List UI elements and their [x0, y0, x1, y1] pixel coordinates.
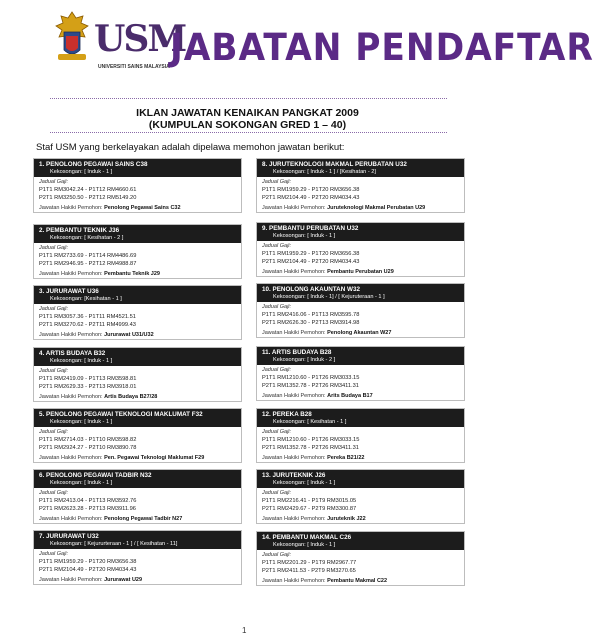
job-card-body	[257, 302, 464, 337]
salary-table-label: Jadual Gaji:	[262, 367, 292, 373]
salary-table-label: Jadual Gaji:	[39, 490, 69, 496]
salary-p1: P1T1 RM3042.24 - P1T12 RM4660.61	[39, 187, 137, 193]
job-title: 10. PENOLONG AKAUNTAN W32	[262, 286, 360, 293]
substantive-post-value: Pembantu Perubatan U29	[327, 269, 394, 275]
substantive-post-label: Jawatan Hakiki Pemohon:	[39, 271, 103, 277]
job-vacancy: Kekosongan: [ Kesihatan - 1 ]	[273, 418, 347, 425]
salary-table-label: Jadual Gaji:	[262, 304, 292, 310]
job-card-body	[34, 177, 241, 212]
job-card-body	[257, 177, 464, 212]
salary-p2: P2T1 RM2429.67 - P2T9 RM3300.87	[262, 506, 357, 512]
divider-top	[50, 98, 447, 99]
salary-table-label: Jadual Gaji:	[39, 306, 69, 312]
job-vacancy: Kekosongan: [ Induk - 1 ] / [Kesihatan - 2]	[273, 168, 376, 175]
substantive-post	[262, 393, 459, 400]
job-card	[33, 224, 242, 279]
substantive-post-label: Jawatan Hakiki Pemohon:	[39, 332, 103, 338]
substantive-post-label: Jawatan Hakiki Pemohon:	[39, 577, 103, 583]
substantive-post	[39, 455, 236, 462]
job-card	[33, 530, 242, 585]
job-card-header	[257, 159, 464, 177]
substantive-post	[262, 330, 459, 337]
job-vacancy: Kekosongan: [ Induk - 1 ]	[50, 418, 113, 425]
page-header	[0, 0, 594, 100]
substantive-post-value: Juruteknik J22	[327, 516, 366, 522]
job-vacancy: Kekosongan: [ Induk - 1 ]	[50, 479, 113, 486]
salary-p2: P2T1 RM2623.28 - P2T13 RM3911.96	[39, 506, 136, 512]
salary-p2: P2T1 RM2104.49 - P2T20 RM4034.43	[262, 259, 360, 265]
job-card-header	[34, 348, 241, 366]
job-title: 3. JURURAWAT U36	[39, 288, 99, 295]
job-vacancy: Kekosongan: [ Induk - 1 ]	[273, 479, 336, 486]
job-card-body	[34, 366, 241, 401]
substantive-post-value: Jururawat U29	[104, 577, 143, 583]
salary-table-label: Jadual Gaji:	[39, 551, 69, 557]
substantive-post-label: Jawatan Hakiki Pemohon:	[262, 330, 326, 336]
substantive-post-value: Penolong Pegawai Tadbir N27	[104, 516, 183, 522]
substantive-post-label: Jawatan Hakiki Pemohon:	[39, 394, 103, 400]
salary-table-label: Jadual Gaji:	[262, 490, 292, 496]
substantive-post	[262, 455, 459, 462]
advert-title: IKLAN JAWATAN KENAIKAN PANGKAT 2009	[136, 107, 359, 119]
substantive-post-label: Jawatan Hakiki Pemohon:	[39, 205, 103, 211]
substantive-post	[262, 578, 459, 585]
job-card-header	[34, 225, 241, 243]
substantive-post-value: Penolong Akauntan W27	[327, 330, 392, 336]
substantive-post-label: Jawatan Hakiki Pemohon:	[262, 393, 326, 399]
salary-p2: P2T1 RM2411.53 - P2T9 RM3270.65	[262, 568, 356, 574]
university-name: UNIVERSITI SAINS MALAYSIA	[98, 64, 170, 70]
substantive-post	[39, 205, 236, 212]
job-card-body	[34, 427, 241, 462]
salary-table-label: Jadual Gaji:	[262, 179, 292, 185]
substantive-post-value: Jururawat U31/U32	[104, 332, 154, 338]
salary-p1: P1T1 RM1959.29 - P1T20 RM3656.38	[262, 187, 360, 193]
salary-table-label: Jadual Gaji:	[39, 429, 69, 435]
substantive-post-value: Pereka B21/22	[327, 455, 365, 461]
salary-p2: P2T1 RM3250.50 - P2T12 RM5149.20	[39, 195, 137, 201]
job-title: 12. PEREKA B28	[262, 411, 312, 418]
salary-p1: P1T1 RM1959.29 - P1T20 RM3656.38	[262, 251, 360, 257]
job-card	[33, 285, 242, 340]
salary-p1: P1T1 RM2419.09 - P1T13 RM3598.81	[39, 376, 137, 382]
job-card-header	[257, 409, 464, 427]
job-title: 7. JURURAWAT U32	[39, 533, 99, 540]
substantive-post-value: Penolong Pegawai Sains C32	[104, 205, 181, 211]
job-vacancy: Kekosongan: [ Induk - 1 ]	[50, 168, 113, 175]
salary-table-label: Jadual Gaji:	[39, 179, 69, 185]
intro-text: Staf USM yang berkelayakan adalah dipelawa memohon jawatan berikut:	[36, 142, 345, 153]
substantive-post	[39, 516, 236, 523]
substantive-post	[39, 332, 236, 339]
salary-p1: P1T1 RM2714.03 - P1T10 RM3598.82	[39, 437, 137, 443]
substantive-post-value: Pembantu Teknik J29	[104, 271, 160, 277]
substantive-post	[262, 269, 459, 276]
salary-p1: P1T1 RM2416.06 - P1T13 RM3595.78	[262, 312, 360, 318]
job-card-body	[257, 427, 464, 462]
salary-table-label: Jadual Gaji:	[39, 245, 69, 251]
job-card-header	[34, 531, 241, 549]
substantive-post-label: Jawatan Hakiki Pemohon:	[262, 205, 326, 211]
salary-p1: P1T1 RM2733.69 - P1T14 RM4486.69	[39, 253, 137, 259]
substantive-post-label: Jawatan Hakiki Pemohon:	[262, 455, 326, 461]
salary-p2: P2T1 RM2946.95 - P2T12 RM4988.87	[39, 261, 137, 267]
job-title: 9. PEMBANTU PERUBATAN U32	[262, 225, 359, 232]
salary-p1: P1T1 RM2216.41 - P1T9 RM3015.05	[262, 498, 357, 504]
substantive-post	[262, 205, 459, 212]
substantive-post-label: Jawatan Hakiki Pemohon:	[39, 516, 103, 522]
job-vacancy: Kekosongan: [ Induk - 1] / [ Kejuruteraan - 1 ]	[273, 293, 385, 300]
job-title: 2. PEMBANTU TEKNIK J36	[39, 227, 120, 234]
salary-p1: P1T1 RM2201.29 - P1T9 RM2967.77	[262, 560, 357, 566]
salary-p2: P2T1 RM1352.78 - P2T26 RM3411.31	[262, 445, 359, 451]
job-card-header	[34, 409, 241, 427]
job-card	[256, 283, 465, 338]
salary-p1: P1T1 RM1959.29 - P1T20 RM3656.38	[39, 559, 137, 565]
substantive-post-value: Artis Budaya B27/28	[104, 394, 158, 400]
department-title: JABATAN PENDAFTAR	[170, 26, 594, 69]
substantive-post	[39, 394, 236, 401]
job-card	[33, 408, 242, 463]
job-card-header	[257, 223, 464, 241]
job-card	[256, 222, 465, 277]
job-card-body	[34, 549, 241, 584]
job-vacancy: Kekosongan: [ Induk - 1 ]	[273, 541, 336, 548]
salary-table-label: Jadual Gaji:	[39, 368, 69, 374]
job-vacancy: Kekosongan: [ Kesihatan - 2 ]	[50, 234, 124, 241]
job-card	[33, 158, 242, 213]
salary-p1: P1T1 RM1210.60 - P1T26 RM3033.15	[262, 375, 360, 381]
salary-table-label: Jadual Gaji:	[262, 552, 292, 558]
job-vacancy: Kekosongan: [ Induk - 2 ]	[273, 356, 336, 363]
substantive-post-label: Jawatan Hakiki Pemohon:	[39, 455, 103, 461]
substantive-post-label: Jawatan Hakiki Pemohon:	[262, 269, 326, 275]
salary-p2: P2T1 RM2104.49 - P2T20 RM4034.43	[262, 195, 360, 201]
salary-table-label: Jadual Gaji:	[262, 243, 292, 249]
salary-p2: P2T1 RM3270.62 - P2T11 RM4999.43	[39, 322, 136, 328]
substantive-post	[262, 516, 459, 523]
salary-p2: P2T1 RM2626.30 - P2T13 RM3914.98	[262, 320, 360, 326]
salary-p2: P2T1 RM2104.49 - P2T20 RM4034.43	[39, 567, 137, 573]
job-vacancy: Kekosongan: [Kesihatan - 1 ]	[50, 295, 122, 302]
job-card-body	[34, 488, 241, 523]
salary-p2: P2T1 RM1352.78 - P2T26 RM3411.31	[262, 383, 359, 389]
substantive-post-value: Juruteknologi Makmal Perubatan U29	[327, 205, 426, 211]
job-card	[256, 158, 465, 213]
salary-p1: P1T1 RM1210.60 - P1T26 RM3033.15	[262, 437, 360, 443]
substantive-post	[39, 577, 236, 584]
substantive-post-value: Arits Budaya B17	[327, 393, 373, 399]
substantive-post-label: Jawatan Hakiki Pemohon:	[262, 578, 326, 584]
job-card-body	[34, 243, 241, 278]
job-card	[33, 347, 242, 402]
usm-logo-text: USM	[94, 18, 186, 60]
job-vacancy: Kekosongan: [ Induk - 1 ]	[273, 232, 336, 239]
salary-p2: P2T1 RM2629.33 - P2T13 RM3918.01	[39, 384, 137, 390]
job-vacancy: Kekosongan: [ Induk - 1 ]	[50, 357, 113, 364]
job-title: 8. JURUTEKNOLOGI MAKMAL PERUBATAN U32	[262, 161, 407, 168]
job-card	[256, 469, 465, 524]
job-card-body	[257, 488, 464, 523]
job-title: 4. ARTIS BUDAYA B32	[39, 350, 106, 357]
job-card-body	[34, 304, 241, 339]
job-title: 14. PEMBANTU MAKMAL C26	[262, 534, 352, 541]
substantive-post	[39, 271, 236, 278]
substantive-post-label: Jawatan Hakiki Pemohon:	[262, 516, 326, 522]
salary-p2: P2T1 RM2924.27 - P2T10 RM3890.78	[39, 445, 137, 451]
job-card-header	[257, 284, 464, 302]
divider-bottom	[50, 132, 447, 133]
job-vacancy: Kekosongan: [ Kejururteraan - 1 ] / [ Kesihatan - 11]	[50, 540, 178, 547]
substantive-post-value: Pen. Pegawai Teknologi Maklumat F29	[104, 455, 205, 461]
salary-p1: P1T1 RM2413.04 - P1T13 RM3592.76	[39, 498, 137, 504]
job-card-body	[257, 365, 464, 400]
job-card-body	[257, 550, 464, 585]
job-card	[33, 469, 242, 524]
job-title: 13. JURUTEKNIK J26	[262, 472, 326, 479]
substantive-post-value: Pembantu Makmal C22	[327, 578, 388, 584]
job-card-header	[34, 470, 241, 488]
usm-logo	[94, 18, 186, 82]
job-card	[256, 346, 465, 401]
job-card-body	[257, 241, 464, 276]
job-card-header	[34, 286, 241, 304]
job-card	[256, 408, 465, 463]
job-title: 5. PENOLONG PEGAWAI TEKNOLOGI MAKLUMAT F32	[39, 411, 203, 418]
job-title: 1. PENOLONG PEGAWAI SAINS C38	[39, 161, 148, 168]
advert-subtitle: (KUMPULAN SOKONGAN GRED 1 – 40)	[148, 119, 347, 131]
page-number: 1	[242, 626, 247, 635]
job-card-header	[257, 532, 464, 550]
job-card-header	[257, 470, 464, 488]
job-title: 6. PENOLONG PEGAWAI TADBIR N32	[39, 472, 152, 479]
job-title: 11. ARTIS BUDAYA B28	[262, 349, 332, 356]
university-crest-icon	[52, 10, 92, 64]
job-card-header	[257, 347, 464, 365]
salary-p1: P1T1 RM3057.36 - P1T11 RM4521.51	[39, 314, 136, 320]
job-card-header	[34, 159, 241, 177]
job-card	[256, 531, 465, 586]
salary-table-label: Jadual Gaji:	[262, 429, 292, 435]
